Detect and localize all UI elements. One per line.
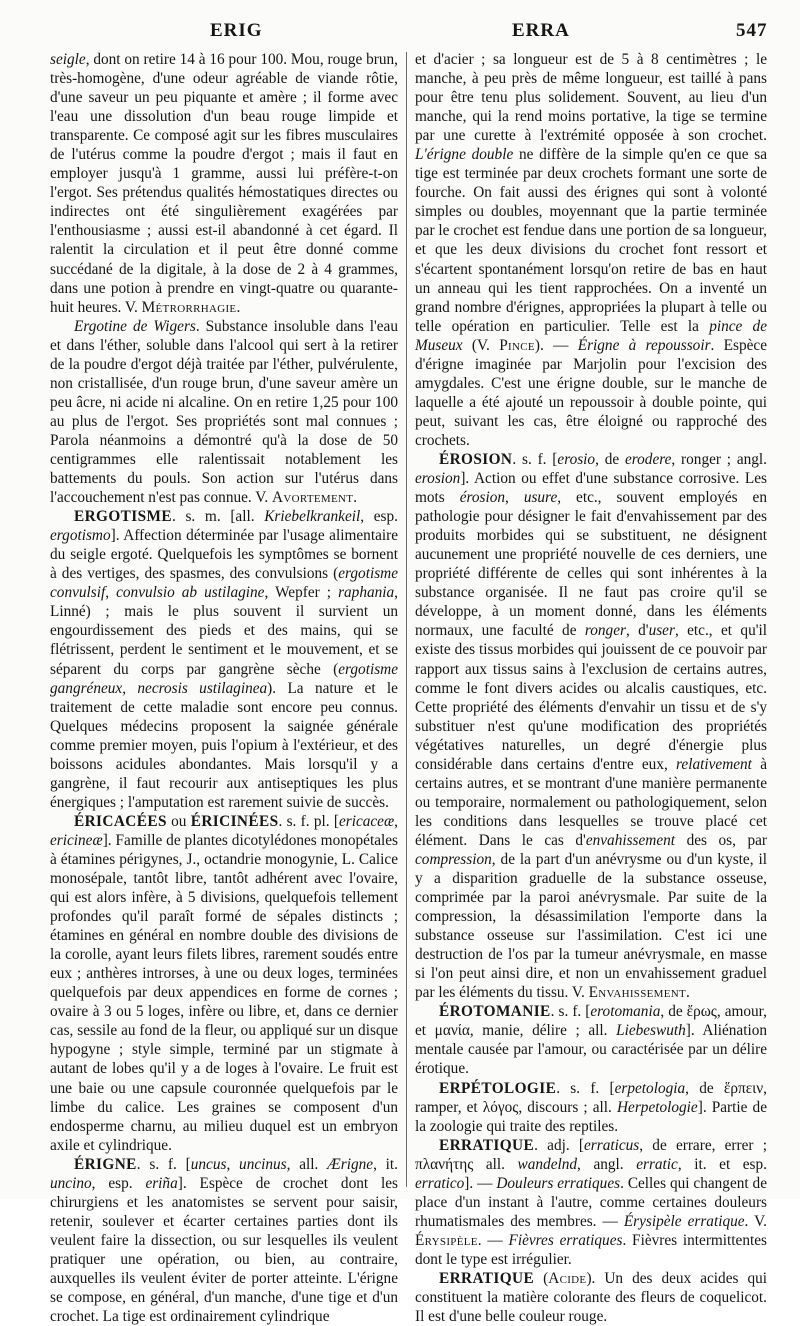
entry-text: ]. Affection déterminée par l'usage alimentaire du seigle ergoté. Quelquefois les symptômes se bornent à des vertiges, des spasmes, des convulsions ( xyxy=(50,527,398,583)
entry-text: , xyxy=(226,1155,240,1173)
headword: ERRATIQUE xyxy=(439,1270,535,1287)
italic-term: Fièvres erratiques xyxy=(508,1231,623,1249)
italic-term: usure xyxy=(523,489,558,507)
entry-text: , all. xyxy=(286,1155,328,1173)
entry-text: . s. f. [ xyxy=(136,1155,191,1173)
entry-text: ]. — xyxy=(464,1174,497,1192)
entry-text: , it. et esp. xyxy=(677,1155,767,1173)
entry-text: . Espèce d'érigne imaginée par Marjolin pour l'excision des amygdales. C'est une érigne double, sur le manche de laquelle a été ajouté un repoussoir à double pointe, qui peut, suivant les cas, être éloigné ou rapproché des crochets. xyxy=(415,336,767,449)
page-number: 547 xyxy=(736,20,768,41)
italic-term: erotomania xyxy=(590,1003,661,1021)
italic-term: compression xyxy=(415,850,492,868)
dictionary-entry-ergotine-wigers xyxy=(50,317,398,507)
header-right-guide-word: ERRA xyxy=(512,20,570,41)
entry-text: , angl. xyxy=(577,1155,637,1173)
italic-term: user xyxy=(648,622,675,640)
italic-term: ericaceæ xyxy=(338,812,395,830)
italic-term: Douleurs erratiques xyxy=(496,1174,621,1192)
entry-text: , it. xyxy=(373,1155,398,1173)
cross-reference: Acide xyxy=(548,1270,587,1287)
cross-reference: Érysipèle xyxy=(415,1231,478,1249)
entry-text: , Linné) ; mais le plus souvent il survient un engourdissement des pieds et des mains, qui se flétrissent, perdent le sentiment et le mouvement, et se séparent du corps par gangrène sèche ( xyxy=(50,584,398,678)
italic-term: erratico xyxy=(415,1174,465,1192)
entry-text: , ronger ; angl. xyxy=(671,450,767,468)
entry-text: . Fièvres intermittentes dont le type est irrégulier. xyxy=(415,1231,767,1268)
italic-term: Érysipèle erratique xyxy=(623,1212,745,1230)
entry-text: , etc., et qu'il existe des tissus morbides qui jouissent de ce pouvoir par rapport aux tissus sains à l'exclusion de certains autres, comme le font divers acides ou alcalis caustiques, etc. Cette propriété des éléments d'envahir un tissu et de s'y substituer n'est qu'une modification des propriétés végétatives naturelles, un degré d'énergie plus considérable dans certains d'entre eux, xyxy=(415,622,767,773)
header-left-guide-word: ERIG xyxy=(210,20,263,41)
entry-text: , de ἔρως, amour, et μανία, manie, délire ; all. xyxy=(415,1003,767,1040)
entry-text: . Celles qui changent de place d'un instant à l'autre, comme certaines douleurs rhumatismales des membres. — xyxy=(415,1174,767,1230)
entry-text: , de la part d'un anévrysme ou d'un kyste, il y a disparition graduelle de la substance osseuse, comprimée par la paroi anévrysmale. Par suite de la compression, la désassimilation l'emporte dans la substance osseuse sur l'assimilation. C'est ici une destruction de l'os par la tumeur anévrysmale, en masse si l'on peut ainsi dire, et non un envahissement graduel par les éléments du tissu. V. xyxy=(415,850,767,1002)
column-divider xyxy=(406,52,407,1187)
entry-text: ). Un des deux acides qui constituent la matière colorante des fleurs de coquelicot. Il est d'une belle couleur rouge. xyxy=(415,1270,767,1326)
entry-text: ( xyxy=(534,1270,549,1287)
cross-reference: Pince xyxy=(499,336,535,354)
italic-term: Érigne à repoussoir xyxy=(577,336,711,354)
entry-text: . s. f. [ xyxy=(512,450,558,468)
italic-term: wandelnd xyxy=(517,1155,578,1173)
dictionary-entry-erigne xyxy=(50,1155,398,1326)
entry-text: et d'acier ; sa longueur est de 5 à 8 centimètres ; le manche, à peu près de même longueur, est taillé à pans pour être tenu plus solidement. Souvent, au lieu d'un manche, qui la rend moins portative, la tige se termine par une curette à l'extrémité opposée à son crochet. xyxy=(415,51,767,145)
right-column xyxy=(415,50,768,1326)
entry-text: . adj. [ xyxy=(534,1136,584,1154)
headword: ÉRIGNE xyxy=(74,1155,137,1173)
dictionary-entry-erpetologie xyxy=(415,1079,767,1136)
running-header xyxy=(0,20,800,46)
entry-text: , Wepfer ; xyxy=(264,584,339,602)
entry-text: ]. Espèce de crochet dont les chirurgiens et les anatomistes se servent pour saisir, retenir, soulever et écarter certaines parties dont ils veulent faire la dissection, ou sur lesquelles ils veulent pratiquer une opération, ou bien, au contraire, auxquelles ils veulent éviter de porter atteinte. L'érigne se compose, en général, d'un manche, d'une tige et d'un crochet. La tige est ordinairement cylindrique xyxy=(50,1174,398,1326)
headword: ÉRICINÉES xyxy=(190,812,279,830)
cross-reference: Envahissement xyxy=(588,984,687,1002)
italic-term: seigle xyxy=(50,51,86,68)
entry-text: , de errare, errer ; πλανήτης all. xyxy=(415,1136,767,1173)
italic-term: ronger xyxy=(584,622,626,640)
dictionary-entry-erotomanie xyxy=(415,1002,767,1078)
italic-term: relativement xyxy=(676,755,752,773)
dictionary-entry-erratique-acide xyxy=(415,1269,767,1326)
italic-term: ericineæ xyxy=(50,831,103,849)
headword: ERPÉTOLOGIE xyxy=(439,1079,557,1097)
italic-term: necrosis ustilaginea xyxy=(137,679,268,697)
italic-term: érosion xyxy=(459,489,506,507)
italic-term: pince de Museux xyxy=(415,317,767,354)
italic-term: L'érigne double xyxy=(415,146,514,164)
italic-term: ergotisme gangréneux xyxy=(50,660,398,697)
italic-term: ergotisme convulsif xyxy=(50,565,398,602)
entry-text: . xyxy=(686,984,690,1002)
entry-text: ]. Action ou effet d'une substance corrosive. Les mots xyxy=(415,470,767,507)
italic-term: uncus xyxy=(190,1155,227,1173)
italic-term: envahissement xyxy=(585,831,676,849)
entry-text: . V. xyxy=(744,1212,768,1230)
entry-text: . s. f. [ xyxy=(550,1003,591,1021)
entry-text: . Substance insoluble dans l'eau et dans l'éther, soluble dans l'alcool qui sert à la retirer de la poudre d'ergot déjà traitée par l'éther, pulvérulente, non cristallisée, d'un rouge brun, d'une saveur amère un peu âcre, ni acide ni alcaline. On en retire 1,25 pour 100 au plus de l'ergot. Ses propriétés sont mal connues ; Parola néanmoins a démontré qu'à la dose de 50 centigrammes elle ralentissait notablement les battements du pouls. Son action sur l'utérus dans l'accouchement n'est pas connue. V. xyxy=(50,317,398,507)
dictionary-entry-ericacees xyxy=(50,812,398,1155)
entry-text: . xyxy=(353,489,358,507)
entry-text: , de ἕρπειν, ramper, et λόγος, discours ; all. xyxy=(415,1079,767,1116)
italic-term: Ærigne xyxy=(327,1155,374,1173)
entry-text: ou xyxy=(166,812,191,830)
italic-term: erosio xyxy=(557,450,596,468)
entry-text: ). La nature et le traitement de cette maladie sont encore peu connus. Quelques médecins proposent la saignée générale comme premier moyen, puis l'opium à l'extérieur, et des boissons acidules abondantes. Mais lorsqu'il y a gangrène, il faut recourir aux antiseptiques les plus énergiques ; l'amputation est rarement suivie de succès. xyxy=(50,679,398,811)
entry-text: , xyxy=(105,584,117,602)
italic-term: uncinus xyxy=(239,1155,287,1173)
headword: ERGOTISME xyxy=(74,508,172,526)
entry-text: . — xyxy=(477,1231,509,1249)
cross-reference: Avortement xyxy=(272,489,354,507)
headword: ÉRICACÉES xyxy=(74,812,167,830)
left-column xyxy=(50,50,398,1326)
italic-term: erpetologia xyxy=(614,1079,686,1097)
dictionary-entry-ergotisme xyxy=(50,507,398,812)
entry-text: . s. m. [all. xyxy=(171,508,265,526)
dictionary-entry-erosion xyxy=(415,450,767,1002)
entry-text: (V. xyxy=(462,336,500,354)
entry-text: , etc., souvent employés en pathologie pour désigner le fait d'envahissement par des produits morbides qui se substituent, ne désignent aucunement une propriété nouvelle de ces derniers, une propriété différente de celles qui sont inhérentes à la substance organisée. Il ne faut pas croire qu'il se développe, à un moment donné, dans les éléments normaux, une faculté de xyxy=(415,489,767,640)
entry-text: ]. Partie de la zoologie qui traite des reptiles. xyxy=(415,1098,767,1135)
italic-term: ergotismo xyxy=(50,527,111,545)
cross-reference: Métrorrhagie xyxy=(141,298,237,316)
entry-text: des os, par xyxy=(675,831,767,849)
entry-text: , xyxy=(122,679,138,697)
dictionary-entry-ergot-cont xyxy=(50,50,398,317)
italic-term: raphania xyxy=(338,584,395,602)
italic-term: erosion xyxy=(415,470,461,488)
dictionary-entry-erigne-cont xyxy=(415,50,767,450)
italic-term: convulsio ab ustilagine xyxy=(116,584,265,602)
entry-text: . s. f. [ xyxy=(556,1079,615,1097)
headword: ERRATIQUE xyxy=(439,1136,535,1154)
italic-term: Liebeswuth xyxy=(616,1022,686,1040)
headword: ÉROSION xyxy=(439,450,513,468)
entry-text: à certains autres, et se montrant d'une manière permanente ou temporaire, normalement ou pathologiquement, selon les conditions dans lesquelles se trouve placé cet élément. Dans le cas d' xyxy=(415,755,767,849)
italic-term: Ergotine de Wigers xyxy=(74,317,196,335)
entry-text: , esp. xyxy=(360,508,398,526)
italic-term: Herpetologie xyxy=(617,1098,698,1116)
entry-text: , dont on retire 14 à 16 pour 100. Mou, rouge brun, très-homogène, d'une odeur agréable de viande rôtie, d'une saveur un peu piquante et amère ; il forme avec l'eau une dissolution d'un beau rouge limpide et transparente. Ce composé agit sur les fibres musculaires de l'utérus comme la poudre d'ergot ; mais il faut en employer jusqu'à 1 gramme, aussi lui préfère-t-on l'ergot. Ses prétendus qualités hémostatiques directes ou indirectes ont été singulièrement exagérées par l'enthousiasme ; aussi est-il abandonné à cet égard. Il ralentit la circulation et il peut être donné comme succédané de la digitale, à la dose de 2 à 4 grammes, dans une potion à prendre en vingt-quatre ou quarante-huit heures. V. xyxy=(50,51,398,316)
entry-text: , de xyxy=(595,450,625,468)
entry-text: , xyxy=(505,489,524,507)
italic-term: Kriebelkrankeil xyxy=(264,508,361,526)
italic-term: erraticus xyxy=(584,1136,640,1154)
italic-term: uncino xyxy=(50,1174,92,1192)
entry-text: ne diffère de la simple qu'en ce que sa tige est terminée par deux crochets formant une sorte de fourche. On fait aussi des érignes qui sont à volonté simples ou doubles, moyennant que la partie terminée par le crochet est fendue dans une portion de sa longueur, et que les deux divisions du crochet font ressort et s'écartent spontanément lorsqu'on retire de bas en haut un anneau qui les tient rapprochées. On a inventé un grand nombre d'érignes, appropriées la plupart à telle ou telle opération en particulier. Telle est la xyxy=(415,146,767,335)
entry-text: ). — xyxy=(534,336,578,354)
italic-term: erratic xyxy=(636,1155,678,1173)
entry-text: . s. f. pl. [ xyxy=(278,812,339,830)
entry-text: , esp. xyxy=(91,1174,146,1192)
dictionary-entry-erratique xyxy=(415,1136,767,1269)
entry-text: , d' xyxy=(625,622,649,640)
entry-text: . xyxy=(236,298,241,316)
entry-text: , xyxy=(394,812,398,830)
italic-term: erodere xyxy=(624,450,672,468)
entry-text: ]. Famille de plantes dicotylédones monopétales à étamines périgynes, J., octandrie monogynie, L. Calice monosépale, tantôt libre, tantôt adhérent avec l'ovaire, qui est alors infère, à 5 divisions, quelquefois tellement profondes qu'il paraît formé de sépales distincts ; étamines en général en nombre double des divisions de la corolle, ayant leurs filets libres, rarement soudés entre eux ; anthères introrses, à une ou deux loges, terminées quelquefois par deux appendices en forme de cornes ; ovaire à 3 ou 5 loges, infère ou libre, et, dans ce dernier cas, sessile au fond de la fleur, ou appliqué sur un disque hypogyne ; style simple, terminé par un stigmate à autant de lobes qu'il y a de loges à l'ovaire. Le fruit est une baie ou une capsule couronnée quelquefois par le limbe du calice. Les graines se composent d'un endosperme charnu, au milieu duquel est un embryon axile et cylindrique. xyxy=(50,831,398,1154)
headword: ÉROTOMANIE xyxy=(439,1003,551,1021)
entry-text: ]. Aliénation mentale causée par l'amour, ou caractérisée par un délire érotique. xyxy=(415,1022,767,1078)
italic-term: eriña xyxy=(145,1174,178,1192)
